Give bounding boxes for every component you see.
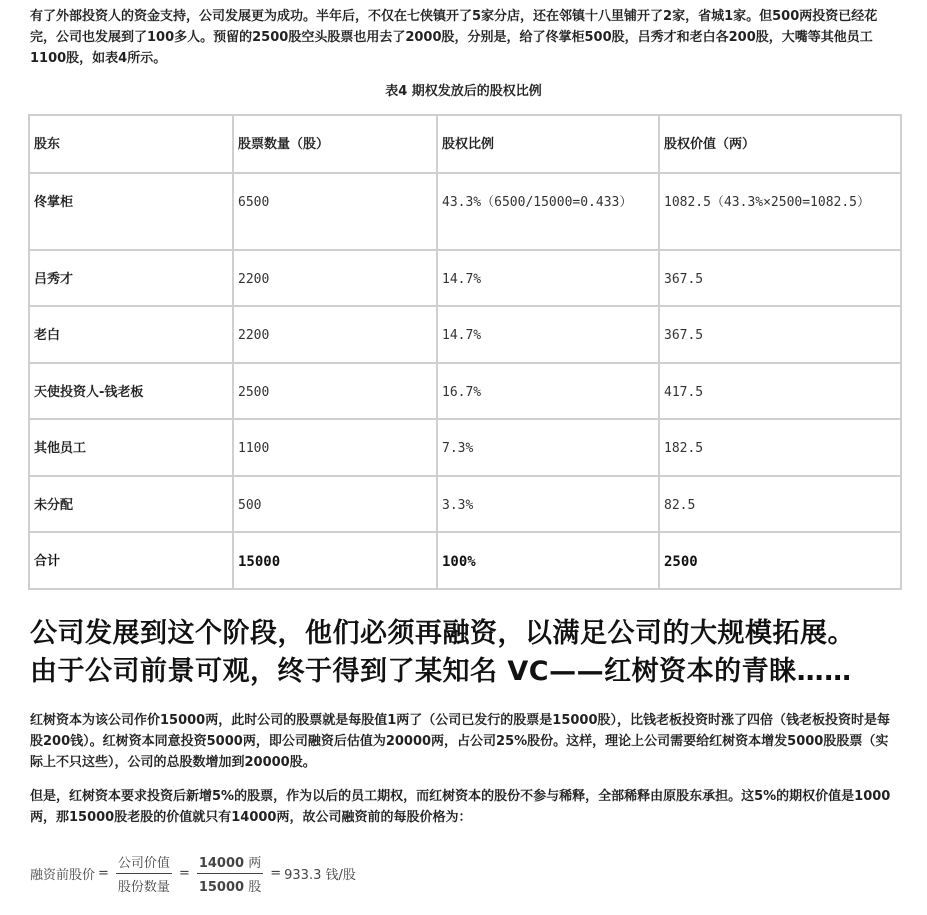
- share-count: 2200: [233, 306, 437, 363]
- table-caption: 表4 期权发放后的股权比例: [385, 84, 542, 99]
- fraction-numerator: [197, 852, 263, 874]
- fraction-numerator: 公司价值: [116, 852, 172, 874]
- header-cell: 股东: [29, 115, 233, 173]
- share-ratio: 3.3%: [437, 476, 659, 532]
- equals-sign: =: [98, 865, 109, 881]
- table-row: [29, 250, 901, 306]
- total-ratio: 100%: [437, 532, 659, 589]
- share-count: 2200: [233, 250, 437, 306]
- share-value: 367.5: [659, 306, 901, 363]
- formula-lhs: 融资前股价: [30, 867, 96, 883]
- table-row: [29, 173, 901, 250]
- share-ratio: 14.7%: [437, 306, 659, 363]
- numerator-value: 14000: [198, 855, 245, 871]
- header-cell: 股权价值（两）: [659, 115, 901, 173]
- share-value: 417.5: [659, 363, 901, 419]
- headline-line-1: 公司发展到这个阶段，他们必须再融资，以满足公司的大规模拓展。: [30, 618, 855, 649]
- table-row: [29, 306, 901, 363]
- shareholder-name: 其他员工: [29, 419, 233, 476]
- formula-result: 933.3 钱/股: [284, 867, 356, 883]
- fraction-denominator: 股份数量: [117, 879, 170, 895]
- share-value: 82.5: [659, 476, 901, 532]
- table-total-row: [29, 532, 901, 589]
- table-row: [29, 419, 901, 476]
- share-count: 500: [233, 476, 437, 532]
- share-ratio: 14.7%: [437, 250, 659, 306]
- header-cell: 股权比例: [437, 115, 659, 173]
- share-ratio: 16.7%: [437, 363, 659, 419]
- fraction-denominator: [197, 874, 263, 895]
- option-paragraph: 但是，红树资本要求投资后新增5%的股票，作为以后的员工期权，而红树资本的股份不参与稀释，全部稀释由原股东承担。这5%的期权价值是1000两，那15000股老股的价值就只有14000两，故公司融资前的每股价格为：: [30, 789, 891, 825]
- numerator-unit: 两: [248, 855, 262, 871]
- share-count: 1100: [233, 419, 437, 476]
- total-label: 合计: [29, 532, 233, 589]
- denominator-unit: 股: [248, 879, 262, 895]
- price-formula: [30, 848, 356, 898]
- formula-fraction-2: [197, 852, 263, 895]
- share-value: 367.5: [659, 250, 901, 306]
- share-count: 2500: [233, 363, 437, 419]
- shareholder-name: 老白: [29, 306, 233, 363]
- share-ratio: 43.3%（6500/15000=0.433）: [437, 173, 659, 250]
- intro-paragraph: 有了外部投资人的资金支持，公司发展更为成功。半年后，不仅在七侠镇开了5家分店，还在邻镇十八里铺开了2家，省城1家。但500两投资已经花完，公司也发展到了100多人。预留的2500股空头股票也用去了2000股，分别是，给了佟掌柜500股，吕秀才和老白各200股，大嘴等其他员工1100股，如表4所示。: [30, 9, 878, 66]
- equals-sign: =: [270, 865, 282, 881]
- shareholding-table: [28, 114, 902, 590]
- shareholder-name: 天使投资人-钱老板: [29, 363, 233, 419]
- denominator-value: 15000: [198, 879, 245, 895]
- equals-sign: =: [178, 865, 190, 881]
- total-count: 15000: [233, 532, 437, 589]
- shareholder-name: 未分配: [29, 476, 233, 532]
- table-row: [29, 363, 901, 419]
- share-count: 6500: [233, 173, 437, 250]
- share-ratio: 7.3%: [437, 419, 659, 476]
- header-cell: 股票数量（股）: [233, 115, 437, 173]
- total-value: 2500: [659, 532, 901, 589]
- share-value: 1082.5（43.3%×2500=1082.5）: [659, 173, 901, 250]
- headline-line-2: 由于公司前景可观，终于得到了某知名 VC——红树资本的青睐……: [30, 656, 852, 687]
- table-row: [29, 476, 901, 532]
- vc-paragraph: 红树资本为该公司作价15000两，此时公司的股票就是每股值1两了（公司已发行的股票是15000股），比钱老板投资时涨了四倍（钱老板投资时是每股200钱）。红树资本同意投资5000两，即公司融资后估值为20000两，占公司25%股份。这样，理论上公司需要给红树资本增发5000股股票（实际上不只这些），公司的总股数增加到20000股。: [30, 713, 891, 770]
- shareholder-name: 佟掌柜: [29, 173, 233, 250]
- formula-fraction-1: [116, 852, 172, 895]
- share-value: 182.5: [659, 419, 901, 476]
- shareholder-name: 吕秀才: [29, 250, 233, 306]
- table-header-row: [29, 115, 901, 173]
